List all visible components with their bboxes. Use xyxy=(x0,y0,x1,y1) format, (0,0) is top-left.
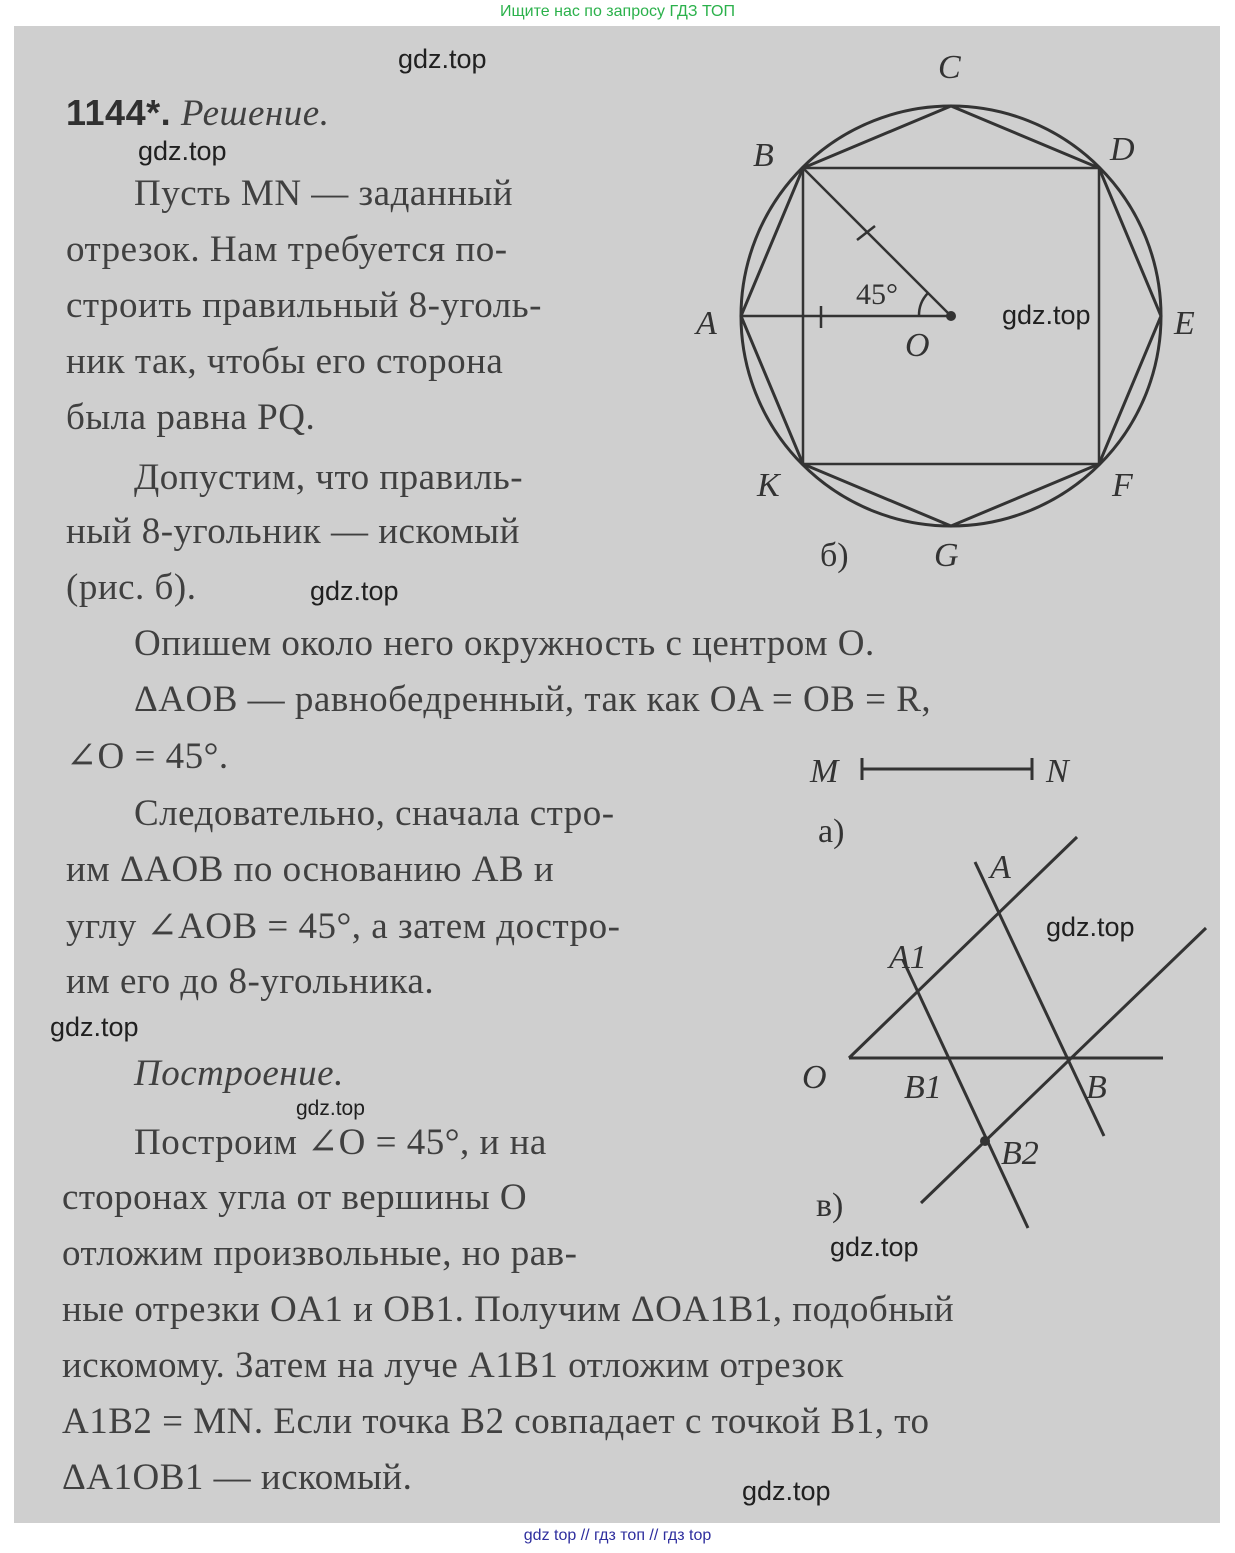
solution-line: Опишем около него окружность с центром O. xyxy=(134,623,875,664)
solution-line: Пусть MN — заданный xyxy=(134,173,514,214)
solution-line: была равна PQ. xyxy=(66,397,316,438)
watermark: gdz.top xyxy=(1046,912,1135,942)
label-point: N xyxy=(1046,753,1069,790)
label-point: K xyxy=(757,467,780,504)
segment-ab xyxy=(975,862,1104,1136)
construction-line: отложим произвольные, но рав- xyxy=(62,1233,578,1274)
label-point: C xyxy=(938,49,961,86)
label-point: G xyxy=(934,537,959,574)
problem-title: Решение. xyxy=(180,93,330,134)
watermark: gdz.top xyxy=(138,136,227,166)
solution-line: строить правильный 8-уголь- xyxy=(66,285,542,326)
watermark: gdz.top xyxy=(830,1232,919,1262)
construction-line: сторонах угла от вершины O xyxy=(62,1177,528,1218)
watermark: gdz.top xyxy=(310,576,399,606)
solution-line: (рис. б). xyxy=(66,567,197,608)
point-b2 xyxy=(980,1136,990,1146)
label-point: A xyxy=(696,305,717,342)
watermark: gdz.top xyxy=(1002,300,1091,330)
label-point: A xyxy=(990,849,1011,886)
figure-caption: в) xyxy=(816,1187,844,1224)
label-point: B2 xyxy=(1001,1135,1039,1172)
problem-number: 1144*. xyxy=(66,92,172,133)
label-point: D xyxy=(1110,131,1135,168)
center-point-o xyxy=(946,311,956,321)
watermark: gdz.top xyxy=(50,1012,139,1042)
label-point: B xyxy=(753,137,774,174)
figure-caption: б) xyxy=(820,537,849,574)
parallel-line xyxy=(921,928,1206,1203)
solution-line: ∠O = 45°. xyxy=(66,736,229,777)
construction-line: искомому. Затем на луче A1B1 отложим отрезок xyxy=(62,1345,844,1386)
solution-line: ный 8-угольник — искомый xyxy=(66,511,520,552)
label-point: B1 xyxy=(904,1069,942,1106)
watermark: gdz.top xyxy=(742,1476,831,1506)
top-banner[interactable]: Ищите нас по запросу ГДЗ ТОП xyxy=(500,3,735,20)
label-point: E xyxy=(1174,305,1195,342)
solution-line: ΔAOB — равнобедренный, так как OA = OB = R, xyxy=(134,679,932,720)
solution-line: отрезок. Нам требуется по- xyxy=(66,229,508,270)
solution-line: углу ∠AOB = 45°, а затем достро- xyxy=(66,906,621,947)
construction-line: ные отрезки OA1 и OB1. Получим ΔOA1B1, подобный xyxy=(62,1289,955,1330)
watermark: gdz.top xyxy=(398,44,487,74)
figure-segment-mn xyxy=(862,758,1032,780)
angle-label: 45° xyxy=(856,278,898,311)
label-point: O xyxy=(802,1059,827,1096)
label-point: F xyxy=(1112,467,1133,504)
solution-line: им его до 8-угольника. xyxy=(66,961,435,1002)
solution-line: ник так, чтобы его сторона xyxy=(66,341,504,382)
ray-oa xyxy=(849,837,1077,1058)
figure-caption: а) xyxy=(818,813,845,850)
construction-line: ΔA1OB1 — искомый. xyxy=(62,1457,413,1498)
watermark: gdz.top xyxy=(296,1097,365,1120)
label-point: B xyxy=(1086,1069,1107,1106)
construction-line: Построим ∠O = 45°, и на xyxy=(134,1122,547,1163)
footer-links[interactable]: gdz top // гдз топ // гдз top xyxy=(523,1527,712,1544)
label-point: A1 xyxy=(889,939,927,976)
solution-line: им ΔAOB по основанию AB и xyxy=(66,849,555,890)
solution-line: Следовательно, сначала стро- xyxy=(134,793,615,834)
solution-line: Допустим, что правиль- xyxy=(134,457,524,498)
angle-arc xyxy=(919,293,928,316)
label-point: O xyxy=(905,327,930,364)
label-point: M xyxy=(810,753,839,790)
construction-line: A1B2 = MN. Если точка B2 совпадает с точкой B1, то xyxy=(62,1401,930,1442)
construction-heading: Построение. xyxy=(134,1053,344,1094)
